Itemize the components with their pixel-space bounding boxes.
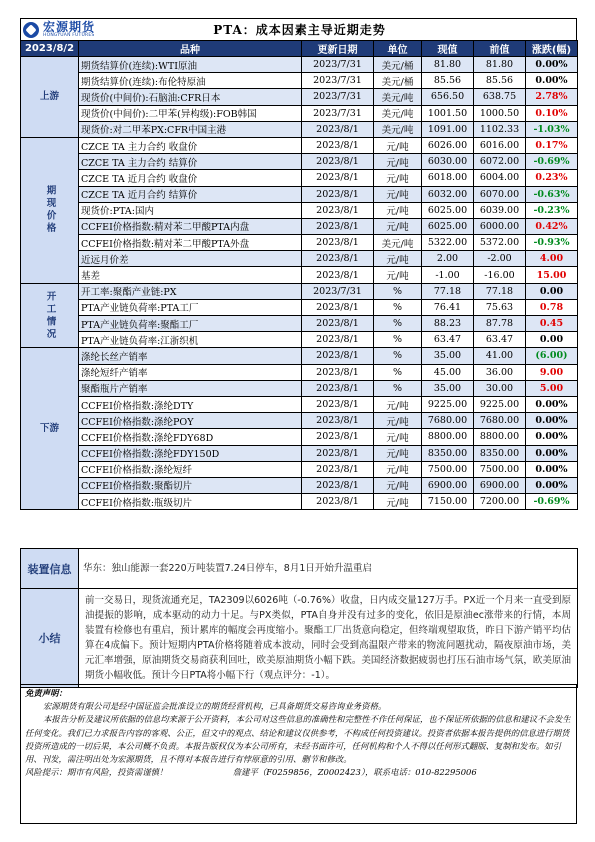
indicator-name: 聚酯瓶片产销率 [79,380,302,396]
table-row [21,461,578,477]
table-row [21,202,578,218]
previous-value: 6070.00 [474,186,526,202]
previous-value: -16.00 [474,267,526,283]
table-row [21,57,578,73]
unit: 元/吨 [374,494,422,510]
update-date: 2023/8/1 [302,267,374,283]
report-header [20,18,577,40]
change-value: -0.93% [526,235,578,251]
change-value: 0.00% [526,396,578,412]
previous-value: 7500.00 [474,461,526,477]
indicator-name: CZCE TA 主力合约 结算价 [79,154,302,170]
table-row [21,413,578,429]
update-date: 2023/8/1 [302,348,374,364]
previous-value: 8350.00 [474,445,526,461]
col-update-header: 更新日期 [302,41,374,57]
current-value: 76.41 [422,299,474,315]
table-row [21,218,578,234]
table-row [21,89,578,105]
indicator-name: 开工率:聚酯产业链:PX [79,283,302,299]
unit: 元/吨 [374,413,422,429]
update-date: 2023/7/31 [302,89,374,105]
current-value: 35.00 [422,348,474,364]
indicator-name: CCFEI价格指数:瓶级切片 [79,494,302,510]
indicator-name: 涤纶短纤产销率 [79,364,302,380]
current-value: 9225.00 [422,396,474,412]
indicator-name: CZCE TA 近月合约 收盘价 [79,170,302,186]
current-value: 35.00 [422,380,474,396]
change-value: -0.23% [526,202,578,218]
previous-value: 6016.00 [474,137,526,153]
unit: 美元/桶 [374,57,422,73]
indicator-name: PTA产业链负荷率:江浙织机 [79,332,302,348]
table-row [21,348,578,364]
previous-value: 63.47 [474,332,526,348]
indicator-name: CCFEI价格指数:精对苯二甲酸PTA内盘 [79,218,302,234]
change-value: 2.78% [526,89,578,105]
table-row [21,396,578,412]
current-value: 2.00 [422,251,474,267]
current-value: 63.47 [422,332,474,348]
update-date: 2023/7/31 [302,105,374,121]
unit: % [374,283,422,299]
change-value: 0.23% [526,170,578,186]
change-value: 0.00% [526,477,578,493]
unit: 元/吨 [374,461,422,477]
update-date: 2023/7/31 [302,57,374,73]
device-info-text: 华东：独山能源一套220万吨装置7.24日停车，8月1日开始升温重启 [79,549,578,589]
indicator-name: 期货结算价(连续):WTI原油 [79,57,302,73]
table-row [21,445,578,461]
disclaimer [20,684,577,824]
unit: 元/吨 [374,396,422,412]
previous-value: 6000.00 [474,218,526,234]
unit: 美元/吨 [374,235,422,251]
update-date: 2023/8/1 [302,396,374,412]
previous-value: 5372.00 [474,235,526,251]
unit: 美元/吨 [374,121,422,137]
update-date: 2023/8/1 [302,299,374,315]
update-date: 2023/8/1 [302,477,374,493]
summary-label: 小结 [21,589,79,688]
update-date: 2023/8/1 [302,235,374,251]
info-table [20,548,578,688]
indicator-name: CCFEI价格指数:聚酯切片 [79,477,302,493]
indicator-name: CCFEI价格指数:涤纶DTY [79,396,302,412]
disclaimer-p1: 宏源期货有限公司是经中国证监会批准设立的期货经营机构，已具备期货交易咨询业务资格。 [43,701,387,712]
update-date: 2023/8/1 [302,251,374,267]
change-value: 4.00 [526,251,578,267]
change-value: 0.00% [526,461,578,477]
risk-warning: 风险提示：期市有风险，投资需谨慎！ [25,767,168,778]
update-date: 2023/8/1 [302,413,374,429]
report-date: 2023/8/2 [21,41,79,57]
update-date: 2023/8/1 [302,218,374,234]
summary-text: 前一交易日，现货流通充足，TA2309以6026吨（-0.76%）收盘，日内成交量127万手。PX近一个月来一直受到原油提振的影响，成本驱动的动力十足。与PX类似，PTA自身并没有过多的变化，依旧是原油ec涨带来的行情，本周装置有检修也有重启，预计累库的幅度会再度缩小。聚酯工厂出货意向稳定，但终端观望取货，昨日下游产销平均估算在4成偏下。预计短期内PTA价格将随着成本波动，同时会受到高温限产带来的物流问题扰动，隔夜原油市场，美元汇率增强，原油期货交易商获利回吐，欧美原油期货小幅下跌。美国经济数据疲弱也打压石油市场气氛，欧美原油期货小幅收低。预计今日PTA将小幅下行（观点评分：-1）。 [79,589,578,688]
table-row [21,105,578,121]
update-date: 2023/8/1 [302,494,374,510]
summary-row [21,589,578,688]
group-label: 下游 [21,348,79,510]
change-value: 0.17% [526,137,578,153]
unit: 元/吨 [374,218,422,234]
previous-value: 6039.00 [474,202,526,218]
change-value: 0.00% [526,429,578,445]
indicator-name: 期货结算价(连续):布伦特原油 [79,73,302,89]
table-row [21,121,578,137]
current-value: 6026.00 [422,137,474,153]
update-date: 2023/8/1 [302,121,374,137]
disclaimer-title: 免责声明： [25,688,67,698]
previous-value: 77.18 [474,283,526,299]
current-value: 6030.00 [422,154,474,170]
group-label: 期现价格 [21,137,79,283]
update-date: 2023/8/1 [302,429,374,445]
indicator-name: 现货价(中间价):石脑油:CFR日本 [79,89,302,105]
indicator-name: CCFEI价格指数:涤纶FDY68D [79,429,302,445]
change-value: 0.45 [526,316,578,332]
table-row [21,299,578,315]
unit: 元/吨 [374,251,422,267]
indicator-name: 涤纶长丝产销率 [79,348,302,364]
unit: 元/吨 [374,202,422,218]
unit: 美元/吨 [374,89,422,105]
update-date: 2023/8/1 [302,332,374,348]
table-row [21,170,578,186]
previous-value: 36.00 [474,364,526,380]
previous-value: 6004.00 [474,170,526,186]
disclaimer-p2: 本报告分析及建议所依据的信息均来源于公开资料，本公司对这些信息的准确性和完整性不作任何保证，也不保证所依据的信息和建议不会发生任何变化。我们已力求报告内容的客观、公正，但文中的观点、结论和建议仅供参考，不构成任何投资建议。投资者依据本报告提供的信息进行期货投资所造成的一切后果，本公司概不负责。本报告版权仅为本公司所有，未经书面许可，任何机构和个人不得以任何形式翻版、复制和发布。如引用、刊发，需注明出处为宏源期货，且不得对本报告进行有悖原意的引用、删节和修改。 [25,714,571,765]
current-value: 6032.00 [422,186,474,202]
unit: % [374,348,422,364]
indicator-name: 近远月价差 [79,251,302,267]
current-value: 6900.00 [422,477,474,493]
previous-value: -2.00 [474,251,526,267]
previous-value: 30.00 [474,380,526,396]
change-value: 0.42% [526,218,578,234]
change-value: 0.00% [526,445,578,461]
table-row [21,283,578,299]
unit: 美元/吨 [374,105,422,121]
previous-value: 7200.00 [474,494,526,510]
change-value: 5.00 [526,380,578,396]
update-date: 2023/8/1 [302,364,374,380]
previous-value: 8800.00 [474,429,526,445]
table-row [21,477,578,493]
current-value: 88.23 [422,316,474,332]
change-value: 0.78 [526,299,578,315]
current-value: 7680.00 [422,413,474,429]
update-date: 2023/8/1 [302,137,374,153]
previous-value: 41.00 [474,348,526,364]
unit: 元/吨 [374,186,422,202]
update-date: 2023/8/1 [302,461,374,477]
change-value: 0.10% [526,105,578,121]
change-value: 9.00 [526,364,578,380]
current-value: 1091.00 [422,121,474,137]
current-value: 7500.00 [422,461,474,477]
change-value: -0.69% [526,494,578,510]
update-date: 2023/8/1 [302,445,374,461]
update-date: 2023/7/31 [302,283,374,299]
col-unit-header: 单位 [374,41,422,57]
change-value: (6.00) [526,348,578,364]
table-body [21,57,578,510]
indicator-name: CZCE TA 主力合约 收盘价 [79,137,302,153]
table-row [21,380,578,396]
indicator-name: CZCE TA 近月合约 结算价 [79,186,302,202]
device-info-row [21,549,578,589]
logo-cn-text: 宏源期货 [43,20,96,35]
previous-value: 6072.00 [474,154,526,170]
change-value: 0.00% [526,57,578,73]
update-date: 2023/8/1 [302,202,374,218]
update-date: 2023/8/1 [302,170,374,186]
indicator-table [20,40,578,510]
update-date: 2023/8/1 [302,154,374,170]
indicator-name: CCFEI价格指数:精对苯二甲酸PTA外盘 [79,235,302,251]
previous-value: 7680.00 [474,413,526,429]
table-row [21,429,578,445]
current-value: -1.00 [422,267,474,283]
indicator-name: PTA产业链负荷率:PTA工厂 [79,299,302,315]
table-row [21,364,578,380]
update-date: 2023/8/1 [302,186,374,202]
update-date: 2023/8/1 [302,316,374,332]
table-header-row [21,41,578,57]
current-value: 6025.00 [422,218,474,234]
indicator-name: CCFEI价格指数:涤纶POY [79,413,302,429]
previous-value: 6900.00 [474,477,526,493]
indicator-name: PTA产业链负荷率:聚酯工厂 [79,316,302,332]
current-value: 5322.00 [422,235,474,251]
current-value: 656.50 [422,89,474,105]
current-value: 8800.00 [422,429,474,445]
table-row [21,154,578,170]
previous-value: 85.56 [474,73,526,89]
table-row [21,73,578,89]
device-info-label: 装置信息 [21,549,79,589]
col-change-header: 涨跌(幅) [526,41,578,57]
change-value: 0.00 [526,283,578,299]
previous-value: 638.75 [474,89,526,105]
unit: % [374,299,422,315]
unit: % [374,332,422,348]
change-value: 15.00 [526,267,578,283]
table-row [21,316,578,332]
previous-value: 1000.50 [474,105,526,121]
unit: 元/吨 [374,137,422,153]
unit: 元/吨 [374,170,422,186]
previous-value: 9225.00 [474,396,526,412]
indicator-name: 现货价:PTA:国内 [79,202,302,218]
update-date: 2023/7/31 [302,73,374,89]
group-label: 开工情况 [21,283,79,348]
table-row [21,251,578,267]
author-contact: 詹建平（F0259856，Z0002423），联系电话：010-82295006 [232,767,477,778]
table-row [21,332,578,348]
unit: 元/吨 [374,429,422,445]
current-value: 7150.00 [422,494,474,510]
indicator-name: 现货价(中间价):二甲苯(异构级):FOB韩国 [79,105,302,121]
change-value: -0.63% [526,186,578,202]
change-value: 0.00% [526,73,578,89]
current-value: 77.18 [422,283,474,299]
previous-value: 75.63 [474,299,526,315]
report-title: PTA：成本因素主导近期走势 [213,23,386,37]
unit: % [374,380,422,396]
previous-value: 87.78 [474,316,526,332]
unit: % [374,316,422,332]
col-current-header: 现值 [422,41,474,57]
unit: 美元/桶 [374,73,422,89]
table-row [21,235,578,251]
col-name-header: 品种 [79,41,302,57]
indicator-name: 基差 [79,267,302,283]
table-row [21,137,578,153]
unit: 元/吨 [374,477,422,493]
change-value: 0.00 [526,332,578,348]
report-page [20,18,577,824]
group-label: 上游 [21,57,79,138]
current-value: 85.56 [422,73,474,89]
current-value: 8350.00 [422,445,474,461]
indicator-name: CCFEI价格指数:涤纶FDY150D [79,445,302,461]
unit: 元/吨 [374,154,422,170]
current-value: 45.00 [422,364,474,380]
indicator-name: 现货价:对二甲苯PX:CFR中国主港 [79,121,302,137]
change-value: -1.03% [526,121,578,137]
current-value: 1001.50 [422,105,474,121]
change-value: 0.00% [526,413,578,429]
previous-value: 1102.33 [474,121,526,137]
unit: % [374,364,422,380]
unit: 元/吨 [374,267,422,283]
logo-en-text: HONGYUAN FUTURES [43,33,95,39]
table-row [21,267,578,283]
change-value: -0.69% [526,154,578,170]
update-date: 2023/8/1 [302,380,374,396]
current-value: 6025.00 [422,202,474,218]
unit: 元/吨 [374,445,422,461]
current-value: 81.80 [422,57,474,73]
previous-value: 81.80 [474,57,526,73]
col-previous-header: 前值 [474,41,526,57]
risk-line [25,766,572,779]
indicator-name: CCFEI价格指数:涤纶短纤 [79,461,302,477]
current-value: 6018.00 [422,170,474,186]
table-row [21,186,578,202]
table-row [21,494,578,510]
